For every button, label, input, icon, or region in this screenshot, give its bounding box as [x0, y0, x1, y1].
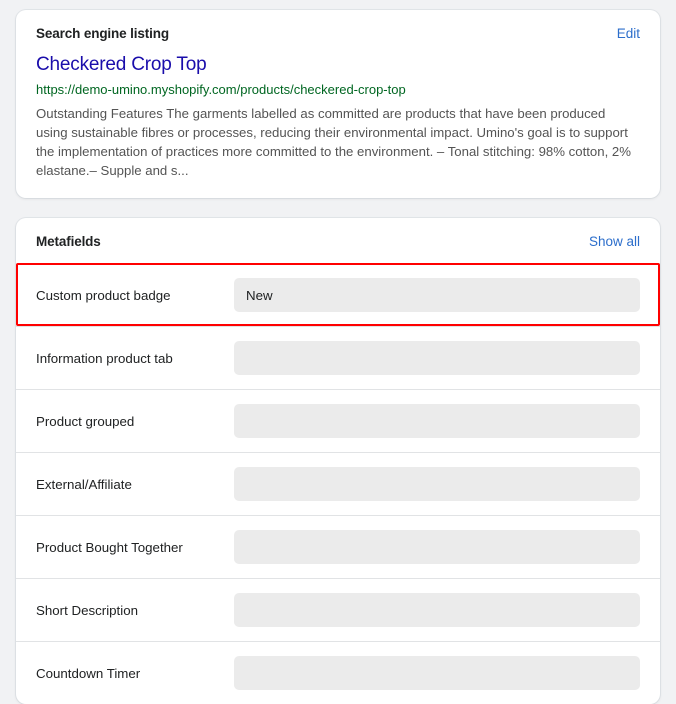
metafields-title: Metafields: [36, 234, 101, 250]
metafield-row: [16, 452, 660, 515]
metafield-value-field[interactable]: [234, 404, 640, 438]
metafield-label: Short Description: [36, 602, 138, 618]
metafield-row: [16, 263, 660, 326]
metafield-label: Custom product badge: [36, 287, 171, 303]
metafield-value-field[interactable]: [234, 656, 640, 690]
metafield-label: External/Affiliate: [36, 476, 132, 492]
metafield-row: [16, 578, 660, 641]
metafield-value-field[interactable]: New: [234, 278, 640, 312]
metafield-value-field[interactable]: [234, 467, 640, 501]
show-all-metafields-link[interactable]: Show all: [588, 234, 640, 250]
search-engine-listing-title: Search engine listing: [36, 26, 169, 41]
metafield-label: Product Bought Together: [36, 539, 183, 555]
metafield-label: Product grouped: [36, 413, 135, 429]
edit-listing-link[interactable]: Edit: [616, 26, 640, 41]
metafield-label: Countdown Timer: [36, 665, 141, 681]
metafield-value-field[interactable]: [234, 341, 640, 375]
search-engine-listing-header: [36, 26, 640, 41]
metafields-card: [16, 218, 660, 704]
metafield-row: [16, 326, 660, 389]
metafield-row: [16, 641, 660, 704]
metafield-label: Information product tab: [36, 350, 173, 366]
metafields-list: [16, 263, 660, 704]
search-result-url[interactable]: https://demo-umino.myshopify.com/products/checkered-crop-top: [36, 81, 406, 97]
metafields-header: [16, 218, 660, 263]
metafield-row: [16, 389, 660, 452]
metafield-row: [16, 515, 660, 578]
search-result-title[interactable]: Checkered Crop Top: [36, 54, 207, 75]
search-result-description: Outstanding Features The garments labelled as committed are products that have been produced using sustainable fibres or processes, reducing their environmental impact. Umino's goal is to support the implementation of practices more committed to the environment. – Tonal stitching: 98% cotton, 2% elastane.– Supple and s...: [36, 105, 631, 179]
metafield-value-field[interactable]: [234, 530, 640, 564]
search-engine-listing-card: [16, 10, 660, 198]
metafield-value-field[interactable]: [234, 593, 640, 627]
